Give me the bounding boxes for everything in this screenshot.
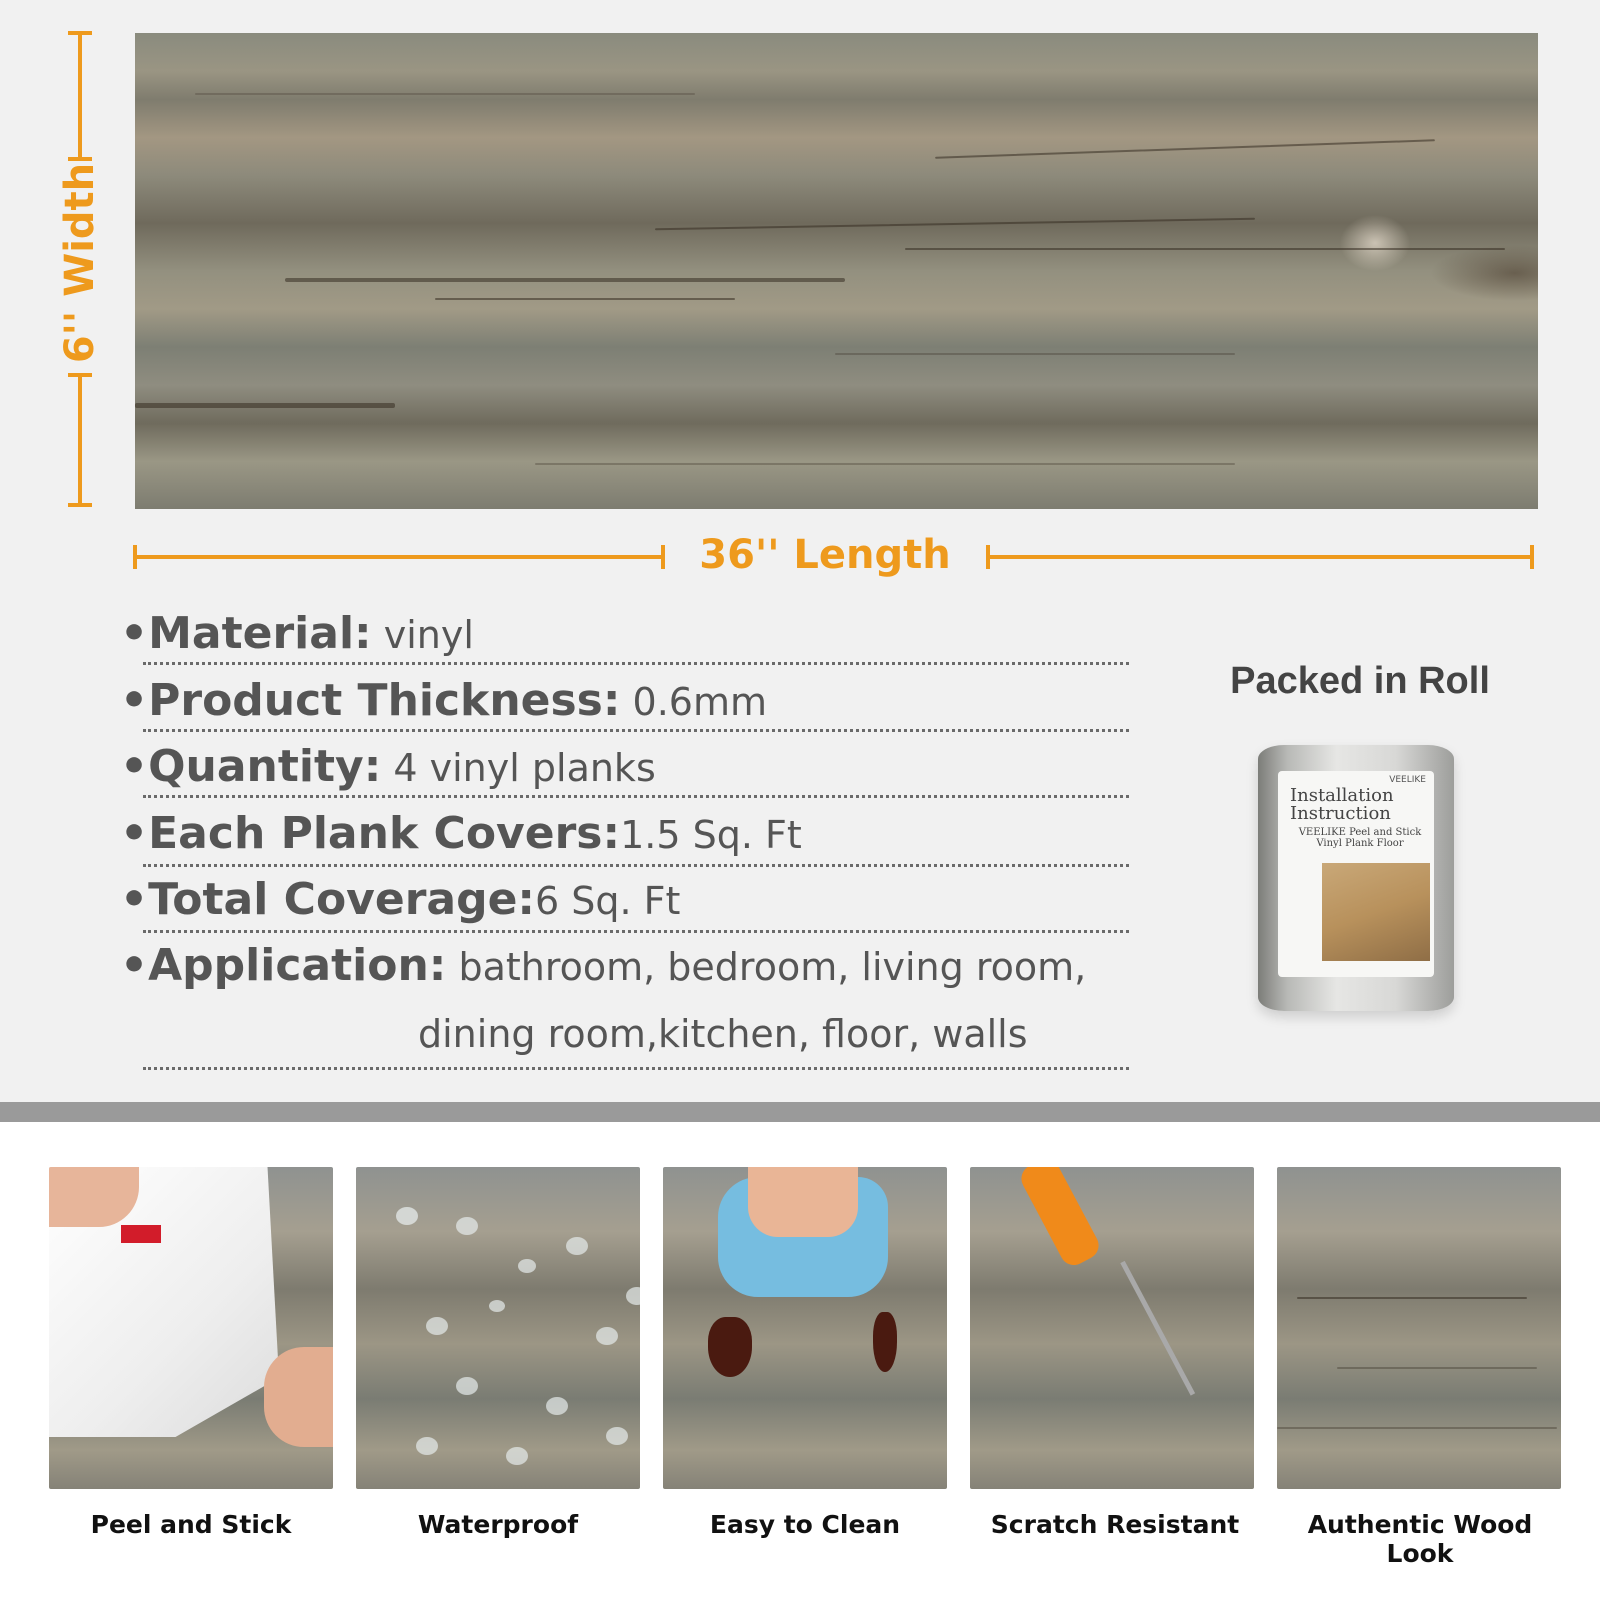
spec-key: •Application: bbox=[120, 940, 447, 991]
feature-image-easy-to-clean bbox=[663, 1167, 947, 1489]
length-label: 36'' Length bbox=[699, 532, 951, 578]
dotted-divider bbox=[143, 1067, 1129, 1070]
roll-package-image bbox=[1258, 745, 1454, 1011]
length-dimension-line-right bbox=[986, 555, 1534, 559]
spill bbox=[708, 1317, 752, 1377]
spec-quantity bbox=[120, 741, 1130, 792]
roll-subtitle: VEELIKE Peel and Stick Vinyl Plank Floor bbox=[1298, 827, 1422, 849]
spec-key: •Product Thickness: bbox=[120, 675, 621, 726]
spec-value: vinyl bbox=[371, 613, 474, 657]
spec-thickness bbox=[120, 675, 1130, 726]
width-dimension-cap-bottom bbox=[68, 503, 92, 507]
dotted-divider bbox=[143, 795, 1129, 798]
spec-key: •Quantity: bbox=[120, 741, 382, 792]
spec-plank-coverage bbox=[120, 808, 1130, 859]
spec-application-cont bbox=[418, 1012, 1118, 1056]
packed-title: Packed in Roll bbox=[1230, 660, 1490, 702]
spec-application bbox=[120, 940, 1130, 991]
spec-material bbox=[120, 608, 1130, 659]
spec-value-cont: dining room,kitchen, floor, walls bbox=[418, 1012, 1028, 1056]
screwdriver-handle bbox=[1017, 1167, 1104, 1270]
finger bbox=[264, 1347, 333, 1447]
dotted-divider bbox=[143, 864, 1129, 867]
length-dimension-line-left bbox=[133, 555, 665, 559]
section-divider bbox=[0, 1102, 1600, 1122]
width-dimension-line-top bbox=[78, 31, 82, 161]
feature-image-authentic-wood-look bbox=[1277, 1167, 1561, 1489]
roll-brand: VEELIKE bbox=[1389, 775, 1426, 785]
spec-value: 4 vinyl planks bbox=[381, 746, 656, 790]
width-label-text: 6'' Width bbox=[57, 162, 103, 364]
screwdriver-shaft bbox=[1120, 1261, 1195, 1396]
feature-label-authentic-wood-look: Authentic Wood Look bbox=[1307, 1510, 1533, 1568]
width-dimension-line-bottom bbox=[78, 373, 82, 507]
feature-image-peel-and-stick bbox=[49, 1167, 333, 1489]
roll-title: Installation Instruction bbox=[1290, 785, 1394, 824]
roll-label bbox=[1278, 771, 1434, 977]
spec-key: •Total Coverage: bbox=[120, 874, 536, 925]
dotted-divider bbox=[143, 729, 1129, 732]
feature-label-peel-and-stick: Peel and Stick bbox=[90, 1510, 292, 1539]
water-drop bbox=[396, 1207, 418, 1225]
spec-value: bathroom, bedroom, living room, bbox=[446, 945, 1087, 989]
wood-plank-image bbox=[135, 33, 1538, 509]
feature-image-scratch-resistant bbox=[970, 1167, 1254, 1489]
feature-label-waterproof: Waterproof bbox=[417, 1510, 579, 1539]
dotted-divider bbox=[143, 662, 1129, 665]
spec-total-coverage bbox=[120, 874, 1130, 925]
feature-image-waterproof bbox=[356, 1167, 640, 1489]
dotted-divider bbox=[143, 930, 1129, 933]
feature-label-easy-to-clean: Easy to Clean bbox=[709, 1510, 901, 1539]
hand bbox=[748, 1167, 858, 1237]
feature-label-scratch-resistant: Scratch Resistant bbox=[990, 1510, 1240, 1539]
red-tab bbox=[121, 1225, 161, 1243]
spec-key: •Material: bbox=[120, 608, 372, 659]
spec-value: 1.5 Sq. Ft bbox=[620, 813, 802, 857]
width-label bbox=[40, 158, 120, 368]
spec-key: •Each Plank Covers: bbox=[120, 808, 621, 859]
spec-value: 0.6mm bbox=[620, 680, 768, 724]
roll-photo bbox=[1322, 863, 1430, 961]
spec-value: 6 Sq. Ft bbox=[535, 879, 681, 923]
spill bbox=[873, 1312, 897, 1372]
length-dimension-cap-right bbox=[1530, 545, 1534, 569]
